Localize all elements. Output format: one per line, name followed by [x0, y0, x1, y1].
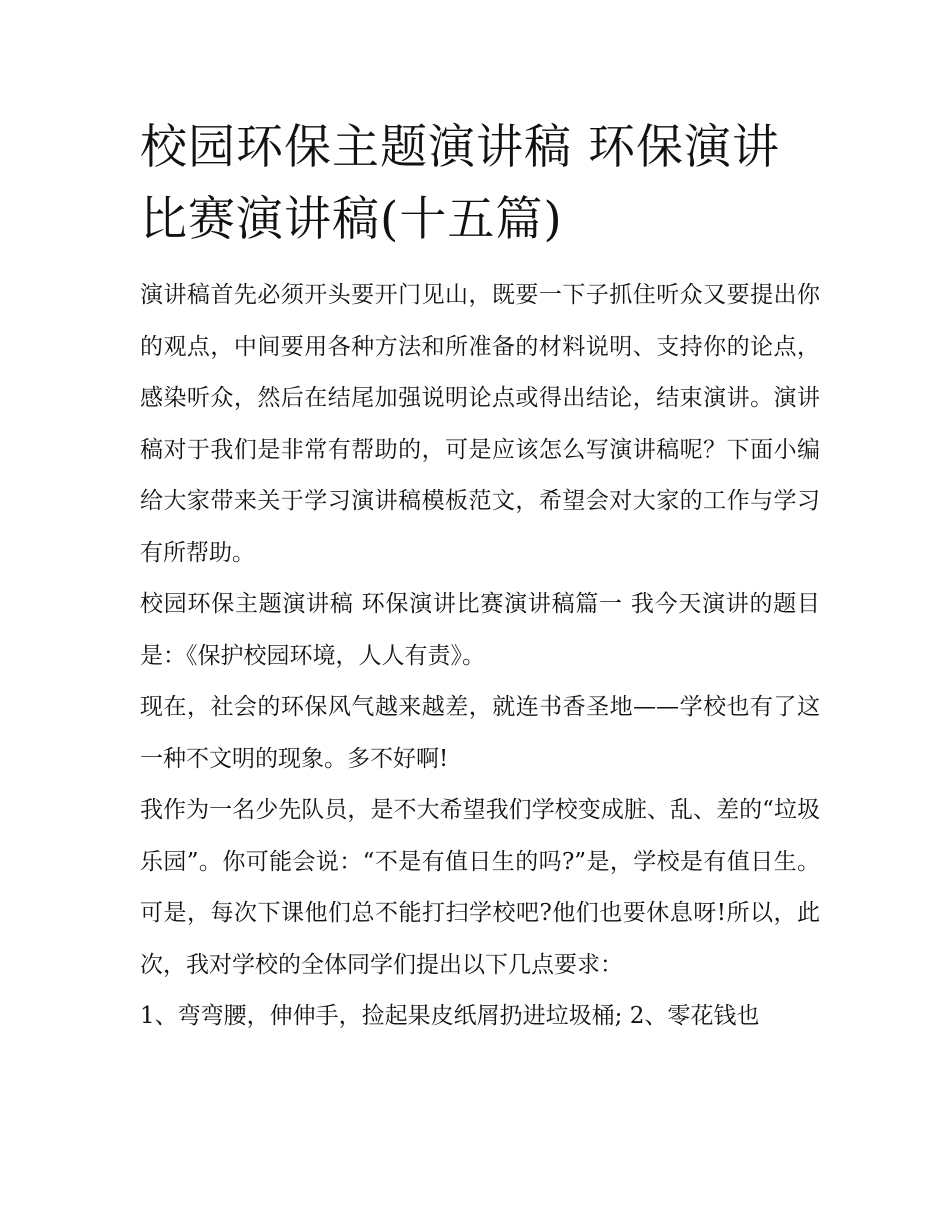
- paragraph-current-situation: 现在，社会的环保风气越来越差，就连书香圣地——学校也有了这一种不文明的现象。多不好啊!: [140, 694, 820, 772]
- paragraph-intro: 演讲稿首先必须开头要开门见山，既要一下子抓住听众又要提出你的观点，中间要用各种方法和所准备的材料说明、支持你的论点，感染听众，然后在结尾加强说明论点或得出结论，结束演讲。演讲稿对于我们是非常有帮助的，可是应该怎么写演讲稿呢？下面小编给大家带来关于学习演讲稿模板范文，希望会对大家的工作与学习有所帮助。: [140, 282, 820, 566]
- paragraph-requests: 我作为一名少先队员，是不大希望我们学校变成脏、乱、差的“垃圾乐园”。你可能会说：“不是有值日生的吗?”是，学校是有值日生。可是，每次下课他们总不能打扫学校吧?他们也要休息呀!所以，此次，我对学校的全体同学们提出以下几点要求：: [140, 797, 820, 978]
- document-title: 校园环保主题演讲稿 环保演讲比赛演讲稿(十五篇): [140, 120, 780, 247]
- paragraph-list-items: 1、弯弯腰，伸伸手，捡起果皮纸屑扔进垃圾桶; 2、零花钱也: [140, 1003, 760, 1029]
- document-page: [140, 112, 820, 1043]
- paragraph-speech-topic: 校园环保主题演讲稿 环保演讲比赛演讲稿篇一 我今天演讲的题目是：《保护校园环境，人人有责》。: [140, 591, 820, 669]
